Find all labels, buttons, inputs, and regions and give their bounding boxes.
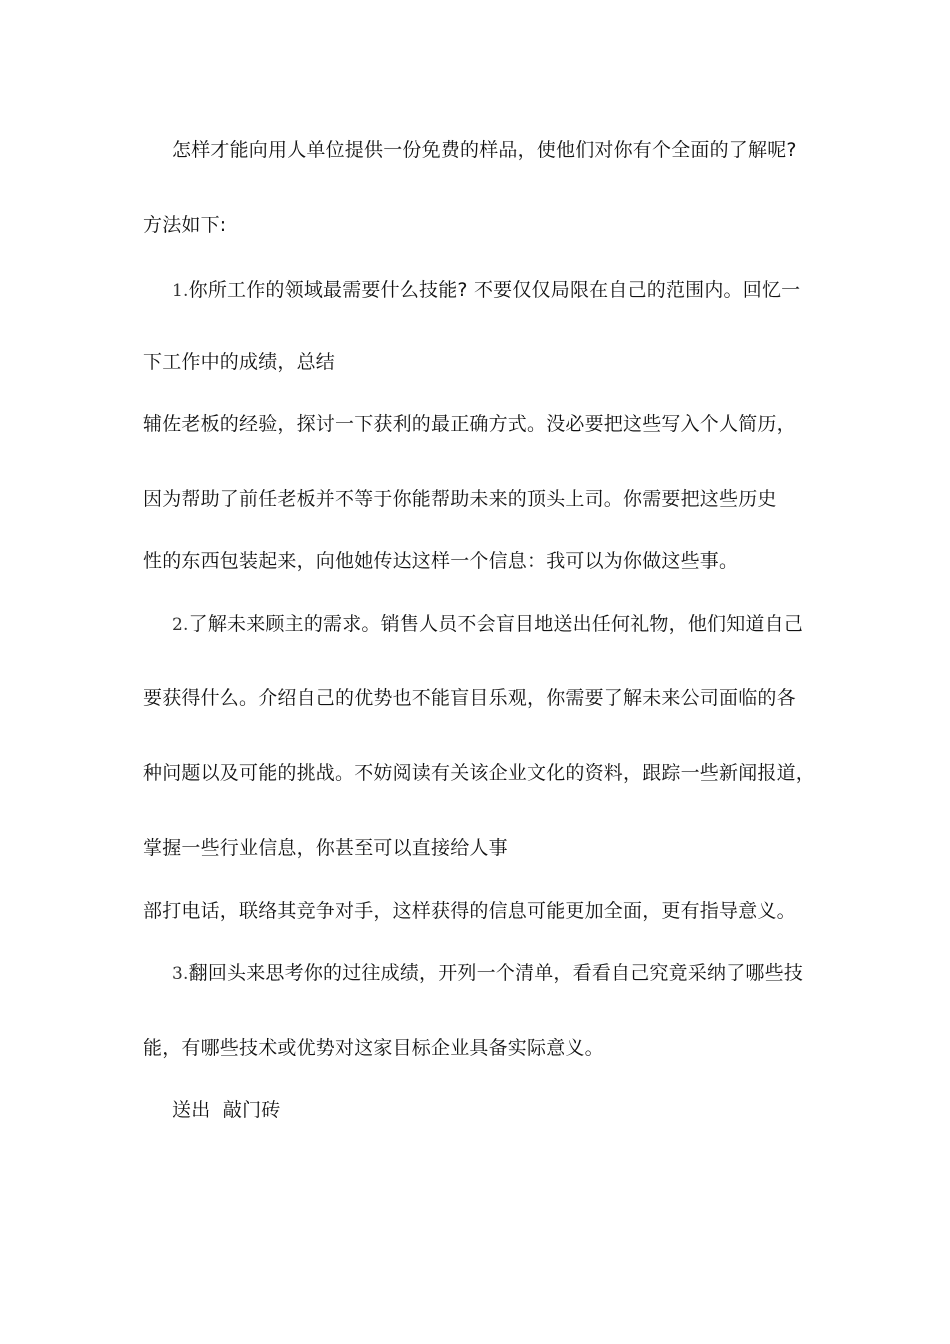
- method-heading: 方法如下:: [143, 214, 227, 236]
- item-1-line-5: 性的东西包装起来，向他她传达这样一个信息：我可以为你做这些事。: [143, 550, 739, 572]
- item-1-line-2: 下工作中的成绩，总结: [143, 351, 336, 373]
- item-2-line-4: 掌握一些行业信息，你甚至可以直接给人事: [143, 837, 508, 859]
- item-2-line-3: 种问题以及可能的挑战。不妨阅读有关该企业文化的资料，跟踪一些新闻报道，: [143, 762, 816, 784]
- intro-question: 怎样才能向用人单位提供一份免费的样品，使他们对你有个全面的了解呢?: [172, 139, 797, 161]
- item-1-line-3: 辅佐老板的经验，探讨一下获利的最正确方式。没必要把这些写入个人简历，: [143, 413, 796, 435]
- item-1-line-1: [172, 277, 800, 304]
- item-2-line-2: 要获得什么。介绍自己的优势也不能盲目乐观，你需要了解未来公司面临的各: [143, 687, 796, 709]
- item-1-line-4: 因为帮助了前任老板并不等于你能帮助未来的顶头上司。你需要把这些历史: [143, 488, 777, 510]
- item-1-text: 你所工作的领域最需要什么技能? 不要仅仅局限在自己的范围内。回忆一: [188, 279, 801, 301]
- item-2-text: 了解未来顾主的需求。销售人员不会盲目地送出任何礼物，他们知道自己: [188, 613, 804, 635]
- item-2-number: 2.: [172, 615, 189, 635]
- item-1-number: 1.: [172, 281, 189, 301]
- item-2-line-1: [172, 611, 803, 638]
- item-3-number: 3.: [172, 964, 189, 984]
- item-2-line-5: 部打电话，联络其竞争对手，这样获得的信息可能更加全面，更有指导意义。: [143, 900, 796, 922]
- item-3-line-2: 能，有哪些技术或优势对这家目标企业具备实际意义。: [143, 1037, 604, 1059]
- item-3-text: 翻回头来思考你的过往成绩，开列一个清单，看看自己究竟采纳了哪些技: [188, 962, 804, 984]
- section-heading: 送出 敲门砖: [172, 1099, 281, 1121]
- item-3-line-1: [172, 960, 803, 987]
